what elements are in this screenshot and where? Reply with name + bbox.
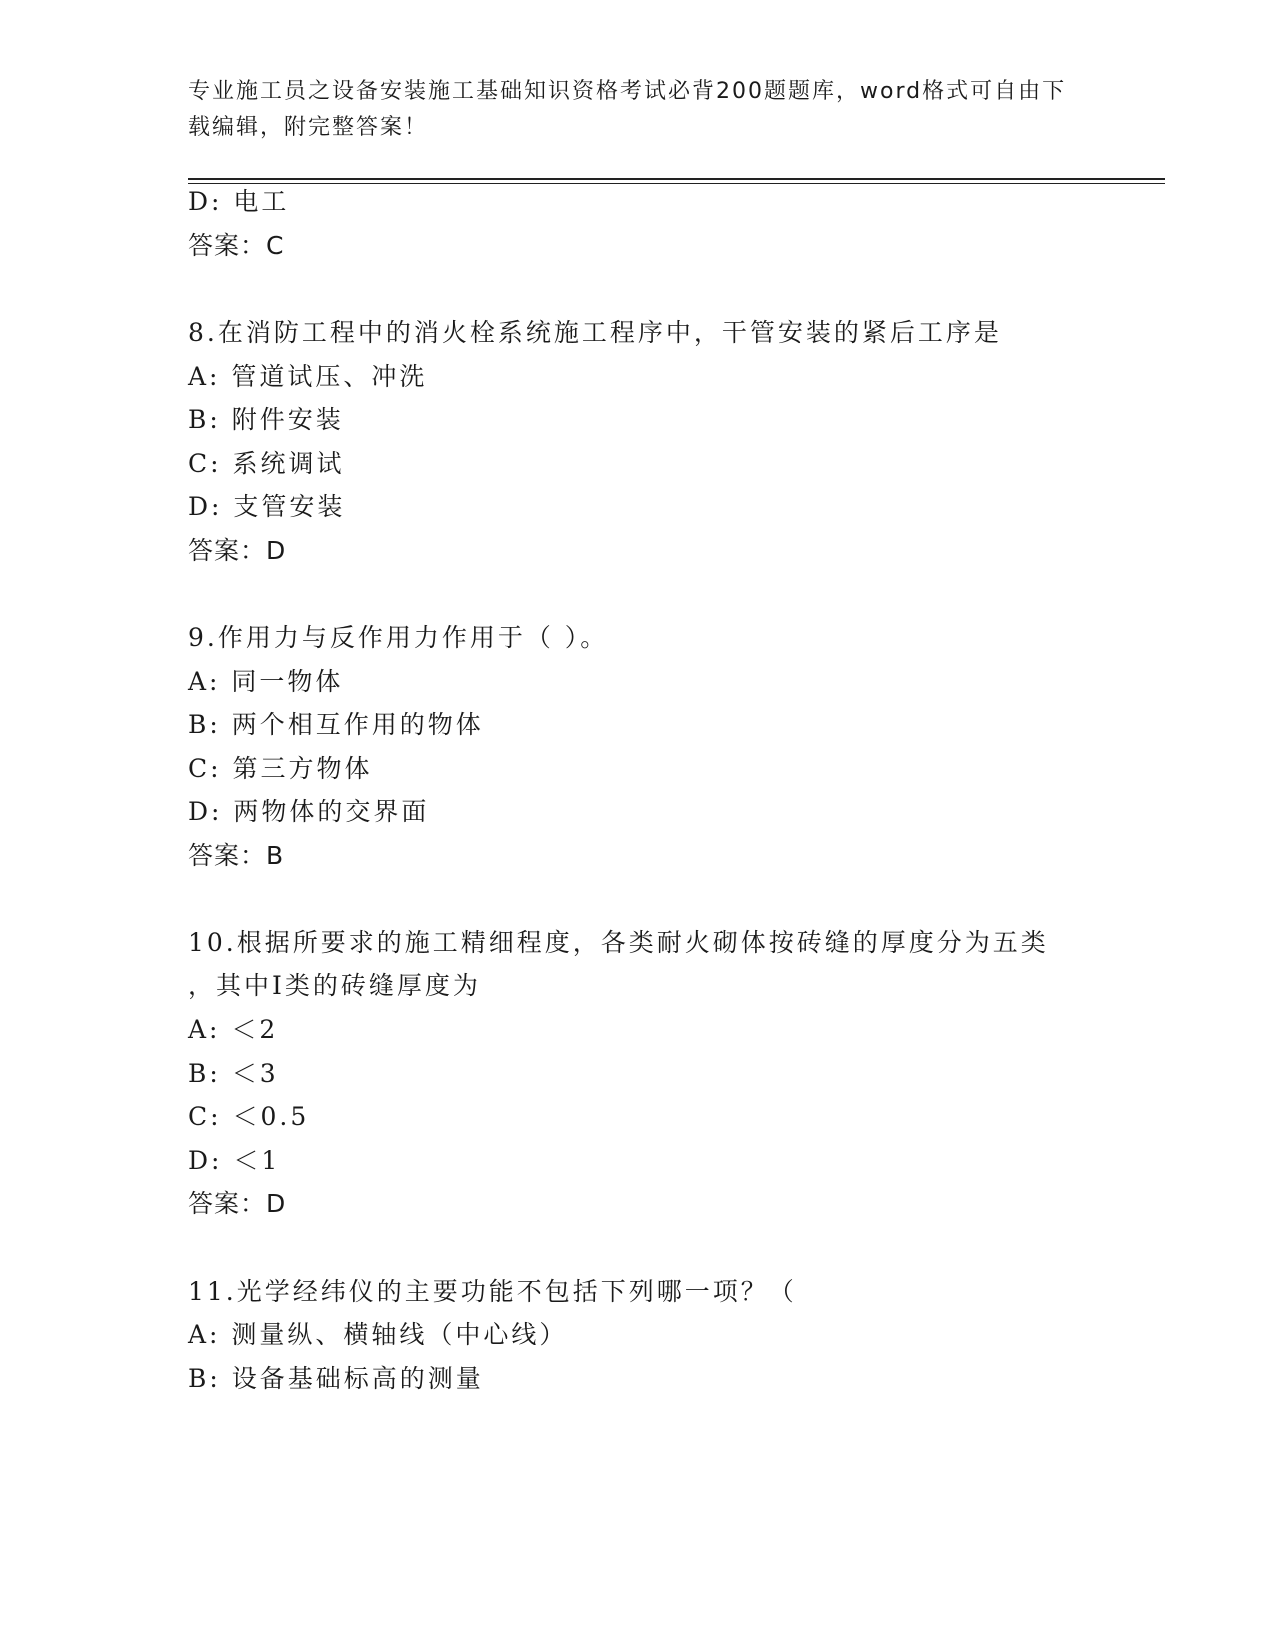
q9-option-d: D: 两物体的交界面 — [188, 797, 430, 826]
q9-option-b: B: 两个相互作用的物体 — [188, 710, 484, 739]
document-header: 专业施工员之设备安装施工基础知识资格考试必背200题题库，word格式可自由下载编辑，附完整答案！ — [188, 79, 1067, 140]
q11-option-b: B: 设备基础标高的测量 — [188, 1364, 484, 1393]
q7-answer: 答案：C — [188, 231, 285, 260]
q8-option-a: A: 管道试压、冲洗 — [188, 362, 428, 391]
q9-answer: 答案：B — [188, 841, 285, 870]
q10-question-line1: 10.根据所要求的施工精细程度，各类耐火砌体按砖缝的厚度分为五类 — [188, 928, 1049, 957]
q8-option-d: D: 支管安装 — [188, 492, 346, 521]
q9-option-a: A: 同一物体 — [188, 667, 344, 696]
q8-option-b: B: 附件安装 — [188, 405, 344, 434]
q9-question: 9.作用力与反作用力作用于（ ）。 — [188, 623, 609, 652]
q10-option-c: C: ＜0.5 — [188, 1102, 310, 1131]
q10-option-d: D: ＜1 — [188, 1146, 281, 1175]
q10-option-b: B: ＜3 — [188, 1059, 279, 1088]
q9-option-c: C: 第三方物体 — [188, 754, 373, 783]
header-rule-thick — [188, 178, 1165, 180]
header-rule-thin — [188, 183, 1165, 184]
q10-answer: 答案：D — [188, 1189, 287, 1218]
q8-option-c: C: 系统调试 — [188, 449, 345, 478]
q8-question: 8.在消防工程中的消火栓系统施工程序中，干管安装的紧后工序是 — [188, 318, 1002, 347]
q7-option-d: D: 电工 — [188, 187, 290, 216]
q10-question-line2: ，其中Ⅰ类的砖缝厚度为 — [188, 971, 481, 1000]
q11-option-a: A: 测量纵、横轴线（中心线） — [188, 1320, 568, 1349]
q10-option-a: A: ＜2 — [188, 1015, 279, 1044]
q11-question: 11.光学经纬仪的主要功能不包括下列哪一项？（ — [188, 1277, 797, 1306]
q8-answer: 答案：D — [188, 536, 287, 565]
